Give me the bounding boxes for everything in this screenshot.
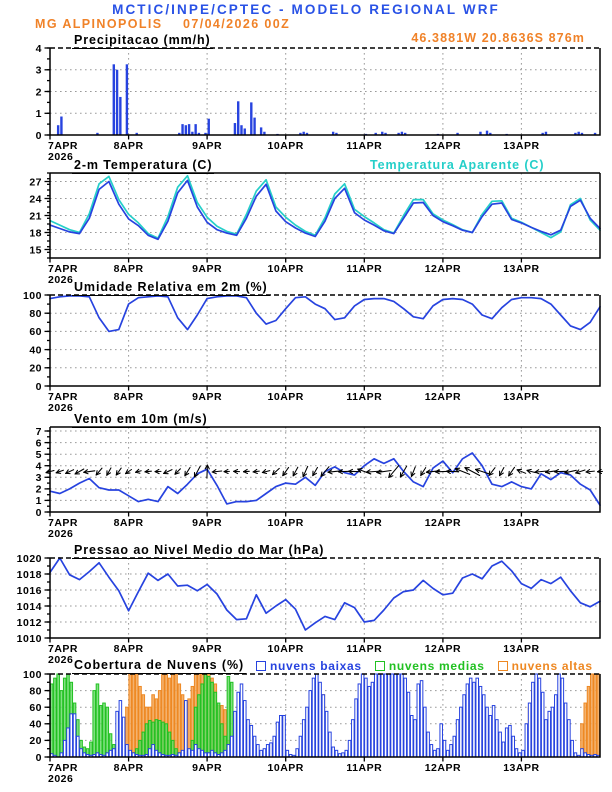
x-tick-label: 9APR	[192, 517, 223, 529]
x-axis-year: 2026	[48, 773, 74, 785]
y-tick-label: 1018	[16, 568, 42, 581]
y-tick-label: 0	[35, 129, 42, 142]
station-coords: 46.3881W 20.8636S 876m	[411, 31, 585, 45]
y-tick-label: 1020	[16, 552, 42, 565]
x-tick-label: 13APR	[503, 263, 540, 275]
y-tick-label: 40	[29, 344, 42, 357]
x-axis-year: 2026	[48, 274, 74, 286]
x-tick-label: 9APR	[192, 762, 223, 774]
x-tick-label: 11APR	[346, 140, 383, 152]
legend-item	[256, 659, 362, 673]
x-tick-label: 7APR	[48, 391, 79, 403]
y-tick-label: 6	[35, 437, 42, 450]
y-tick-label: 20	[29, 362, 42, 375]
x-tick-label: 9APR	[192, 391, 223, 403]
x-tick-label: 11APR	[346, 391, 383, 403]
y-tick-label: 1010	[16, 632, 42, 645]
gridlines	[50, 48, 600, 135]
x-tick-label: 11APR	[346, 263, 383, 275]
y-tick-label: 7	[35, 425, 42, 438]
y-tick-label: 0	[35, 506, 42, 519]
y-tick-label: 24	[29, 193, 42, 206]
x-axis-year: 2026	[48, 528, 74, 540]
x-tick-label: 13APR	[503, 140, 540, 152]
x-tick-label: 9APR	[192, 140, 223, 152]
series-line-2-m-Temperatura-(C)	[50, 180, 600, 239]
series-line-Pressao-ao-Nivel-Medio-do-Mar	[50, 558, 600, 630]
legend-swatch-icon	[375, 661, 385, 671]
y-tick-label: 1014	[16, 600, 42, 613]
cloud-legend	[256, 659, 593, 673]
y-tick-label: 60	[29, 326, 42, 339]
x-tick-label: 13APR	[503, 762, 540, 774]
gridlines	[50, 558, 600, 638]
legend-apparent-temperature: Temperatura Aparente (C)	[370, 158, 545, 172]
y-tick-label: 3	[35, 64, 42, 77]
x-tick-label: 12APR	[424, 517, 462, 529]
y-tick-label: 18	[29, 227, 42, 240]
x-tick-label: 10APR	[267, 643, 304, 655]
y-tick-label: 27	[29, 176, 42, 189]
series-line-Velocidade-do-Vento	[50, 453, 600, 505]
run-datetime: 07/04/2026 00Z	[183, 17, 291, 31]
y-tick-label: 1	[35, 495, 42, 508]
x-tick-label: 8APR	[113, 643, 144, 655]
y-tick-label: 1016	[16, 584, 42, 597]
panel-title-pressure: Pressao ao Nivel Medio do Mar (hPa)	[74, 543, 325, 557]
y-tick-label: 5	[35, 449, 42, 461]
cloud-cover-chart	[0, 668, 612, 791]
wind-chart	[0, 421, 612, 546]
x-tick-label: 9APR	[192, 643, 223, 655]
x-tick-label: 8APR	[113, 263, 144, 275]
x-tick-label: 10APR	[267, 263, 304, 275]
y-tick-label: 2	[35, 483, 42, 496]
x-tick-label: 10APR	[267, 140, 304, 152]
x-tick-label: 8APR	[113, 140, 144, 152]
y-tick-label: 4	[35, 42, 42, 55]
x-tick-label: 12APR	[424, 140, 462, 152]
panel-title-temperature: 2-m Temperatura (C)	[74, 158, 213, 172]
precipitation-chart	[0, 42, 612, 169]
x-tick-label: 8APR	[113, 762, 144, 774]
y-tick-label: 60	[29, 702, 42, 714]
x-tick-label: 11APR	[346, 762, 383, 774]
x-tick-label: 12APR	[424, 391, 462, 403]
station-name: MG ALPINOPOLIS	[35, 17, 163, 31]
series-line-Temperatura-Aparente-(C)	[50, 176, 600, 238]
legend-label: nuvens baixas	[270, 659, 362, 673]
panel-title-cloud-cover: Cobertura de Nuvens (%)	[74, 658, 245, 672]
x-tick-label: 13APR	[503, 391, 540, 403]
gridlines	[50, 173, 600, 258]
precip-bars	[57, 64, 596, 135]
y-tick-label: 100	[22, 668, 42, 681]
humidity-chart	[0, 289, 612, 420]
y-tick-label: 20	[29, 735, 42, 748]
x-tick-label: 7APR	[48, 517, 79, 529]
temperature-chart	[0, 167, 612, 292]
x-tick-label: 8APR	[113, 517, 144, 529]
x-tick-label: 11APR	[346, 517, 383, 529]
legend-swatch-icon	[256, 661, 266, 671]
panel-title-wind: Vento em 10m (m/s)	[74, 412, 208, 426]
y-tick-label: 100	[22, 289, 42, 302]
x-tick-label: 7APR	[48, 643, 79, 655]
y-tick-label: 2	[35, 86, 42, 99]
y-tick-label: 80	[29, 308, 42, 320]
legend-item	[498, 659, 593, 673]
pressure-chart	[0, 552, 612, 672]
x-tick-label: 12APR	[424, 643, 462, 655]
x-tick-label: 10APR	[267, 762, 304, 774]
x-tick-label: 9APR	[192, 263, 223, 275]
panel-title-precipitation: Precipitacao (mm/h)	[74, 33, 211, 47]
x-tick-label: 11APR	[346, 643, 383, 655]
x-axis-year: 2026	[48, 151, 74, 163]
y-tick-label: 0	[35, 751, 42, 764]
x-axis-year: 2026	[48, 402, 74, 414]
x-tick-label: 12APR	[424, 762, 462, 774]
axes	[23, 290, 600, 414]
legend-swatch-icon	[498, 661, 508, 671]
legend-item	[375, 659, 485, 673]
x-tick-label: 10APR	[267, 391, 304, 403]
y-tick-label: 40	[29, 718, 42, 731]
y-tick-label: 80	[29, 685, 42, 698]
x-tick-label: 13APR	[503, 643, 540, 655]
x-tick-label: 7APR	[48, 140, 79, 152]
x-tick-label: 10APR	[267, 517, 304, 529]
legend-label: nuvens altas	[511, 659, 593, 673]
y-tick-label: 15	[29, 244, 42, 257]
y-tick-label: 21	[29, 210, 42, 223]
legend-label: nuvens medias	[388, 659, 485, 673]
x-tick-label: 13APR	[503, 517, 540, 529]
x-tick-label: 7APR	[48, 762, 79, 774]
x-axis-year: 2026	[48, 654, 74, 666]
y-tick-label: 0	[35, 380, 42, 393]
y-tick-label: 4	[35, 460, 42, 473]
y-tick-label: 1012	[16, 616, 42, 629]
page-title: MCTIC/INPE/CPTEC - MODELO REGIONAL WRF	[112, 2, 500, 17]
x-tick-label: 12APR	[424, 263, 462, 275]
x-tick-label: 7APR	[48, 263, 79, 275]
y-tick-label: 1	[35, 108, 42, 120]
y-tick-label: 3	[35, 472, 42, 485]
panel-title-humidity: Umidade Relativa em 2m (%)	[74, 280, 268, 294]
x-tick-label: 8APR	[113, 391, 144, 403]
